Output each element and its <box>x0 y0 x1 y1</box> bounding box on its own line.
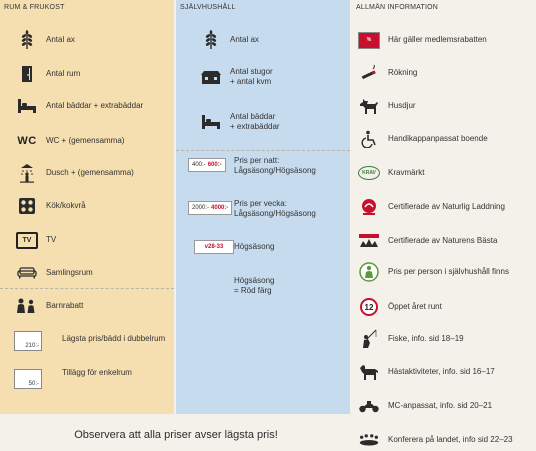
children-icon <box>16 296 38 316</box>
allman-information-column <box>352 0 536 451</box>
natural-charging-icon <box>358 197 380 217</box>
price-tag-icon: 2000:- 4000:- <box>188 201 232 215</box>
legend-label: Dusch + (gemensamma) <box>46 168 134 177</box>
legend-label: Kravmärkt <box>388 168 425 177</box>
legend-label: Pris per person i självhushåll finns <box>388 267 509 276</box>
wc-icon: WC <box>17 135 37 147</box>
legend-row-pris-vecka <box>234 199 350 219</box>
legend-row-antal-rum <box>0 64 174 84</box>
bed-icon <box>200 112 222 132</box>
legend-row-antal-ax <box>176 30 350 50</box>
allman-column-header: ALLMÄN INFORMATION <box>356 4 439 11</box>
krav-icon: KRAV <box>358 163 380 183</box>
cottage-icon <box>200 67 222 87</box>
person-icon <box>358 262 380 282</box>
rum-column-header: RUM & FRUKOST <box>4 4 65 11</box>
legend-row-naturlig-laddning <box>352 197 536 217</box>
open-all-year-icon: 12 <box>358 297 380 317</box>
divider <box>0 288 174 289</box>
legend-row-fiske <box>352 329 536 349</box>
legend-label: Pris per vecka: Lågsäsong/Högsäsong <box>234 199 316 218</box>
legend-row-rokning <box>352 63 536 83</box>
season-icon: v28-33 <box>194 240 234 254</box>
legend-row-krav <box>352 163 536 183</box>
legend-label: Certifierade av Naturens Bästa <box>388 236 498 245</box>
legend-row-antal-baddar <box>176 112 350 132</box>
legend-label: Husdjur <box>388 101 416 110</box>
legend-row-antal-ax <box>0 30 174 50</box>
legend-label: Öppet året runt <box>388 302 442 311</box>
tv-icon: TV <box>16 230 38 250</box>
wheat-icon <box>200 30 222 50</box>
sjalv-column-header: SJÄLVHUSHÅLL <box>180 4 236 11</box>
legend-label: Antal stugor + antal kvm <box>230 67 273 86</box>
legend-label: Fiske, info. sid 18–19 <box>388 334 464 343</box>
legend-row-pris-natt <box>234 156 350 176</box>
legend-label: Antal ax <box>46 35 75 44</box>
member-discount-icon: % <box>358 30 380 50</box>
legend-row-pris-per-person <box>352 262 536 282</box>
legend-label: Handikappanpassat boende <box>388 134 488 143</box>
legend-row-wc <box>0 131 174 151</box>
legend-row-antal-baddar <box>0 96 174 116</box>
conference-icon <box>358 430 380 450</box>
legend-label: Antal rum <box>46 69 81 78</box>
legend-row-konferera <box>352 430 536 450</box>
legend-row-barnrabatt <box>0 296 174 316</box>
legend-label: Rökning <box>388 68 418 77</box>
legend-label: Konferera på landet, info sid 22–23 <box>388 435 513 444</box>
price-box-icon: 210:- <box>14 331 42 351</box>
legend-row-kok <box>0 196 174 216</box>
natures-best-icon <box>358 231 380 251</box>
legend-label: WC + (gemensamma) <box>46 136 125 145</box>
fishing-icon <box>358 329 380 349</box>
smoking-icon <box>358 63 380 83</box>
legend-label: Barnrabatt <box>46 301 84 310</box>
legend-row-hogsasong <box>234 242 350 252</box>
legend-label: MC-anpassat, info. sid 20–21 <box>388 401 493 410</box>
legend-row-samlingsrum <box>0 263 174 283</box>
legend-label: Certifierade av Naturlig Laddning <box>388 202 505 211</box>
legend-label: TV <box>46 235 57 244</box>
legend-row-hogsasong-rod <box>234 276 350 296</box>
legend-row-hastaktiviteter <box>352 362 536 382</box>
legend-label: Antal bäddar + extrabäddar <box>230 112 280 131</box>
wheelchair-icon <box>358 129 380 149</box>
legend-row-mc-anpassat <box>352 396 536 416</box>
legend-row-oppet-aret-runt <box>352 297 536 317</box>
legend-label: Pris per natt: Lågsäsong/Högsäsong <box>234 156 316 175</box>
sjalvhushall-column <box>176 0 350 414</box>
wheat-icon <box>16 30 38 50</box>
horse-icon <box>358 362 380 382</box>
price-box-icon: 50:- <box>14 369 42 389</box>
legend-row-tillagg <box>62 368 174 378</box>
legend-row-dusch <box>0 163 174 183</box>
legend-row-antal-stugor <box>176 67 350 87</box>
legend-label: Här gäller medlemsrabatten <box>388 35 487 44</box>
legend-row-naturens-basta <box>352 231 536 251</box>
stove-icon <box>16 196 38 216</box>
legend-row-medlemsrabatt <box>352 30 536 50</box>
motorcycle-icon <box>358 396 380 416</box>
legend-label: Antal ax <box>230 35 259 44</box>
door-icon <box>16 64 38 84</box>
sofa-icon <box>16 263 38 283</box>
legend-row-husdjur <box>352 96 536 116</box>
legend-label: Högsäsong <box>234 242 275 251</box>
legend-label: Tillägg för enkelrum <box>62 368 132 377</box>
divider <box>176 150 350 151</box>
legend-label: Antal bäddar + extrabäddar <box>46 101 144 110</box>
footer-note: Observera att alla priser avser lägsta pris! <box>74 429 278 441</box>
legend-label: Kök/kokvrå <box>46 201 86 210</box>
rum-frukost-column <box>0 0 174 414</box>
legend-row-lagsta-pris <box>62 334 174 344</box>
bed-icon <box>16 96 38 116</box>
legend-label: Hästaktiviteter, info. sid 16–17 <box>388 367 495 376</box>
legend-label: Högsäsong = Röd färg <box>234 276 275 295</box>
legend-row-handikapp <box>352 129 536 149</box>
dog-icon <box>358 96 380 116</box>
legend-label: Samlingsrum <box>46 268 93 277</box>
shower-icon <box>16 163 38 183</box>
legend-label: Lägsta pris/bädd i dubbelrum <box>62 334 166 343</box>
legend-row-tv <box>0 230 174 250</box>
price-tag-icon: 400:- 600:- <box>188 158 226 172</box>
